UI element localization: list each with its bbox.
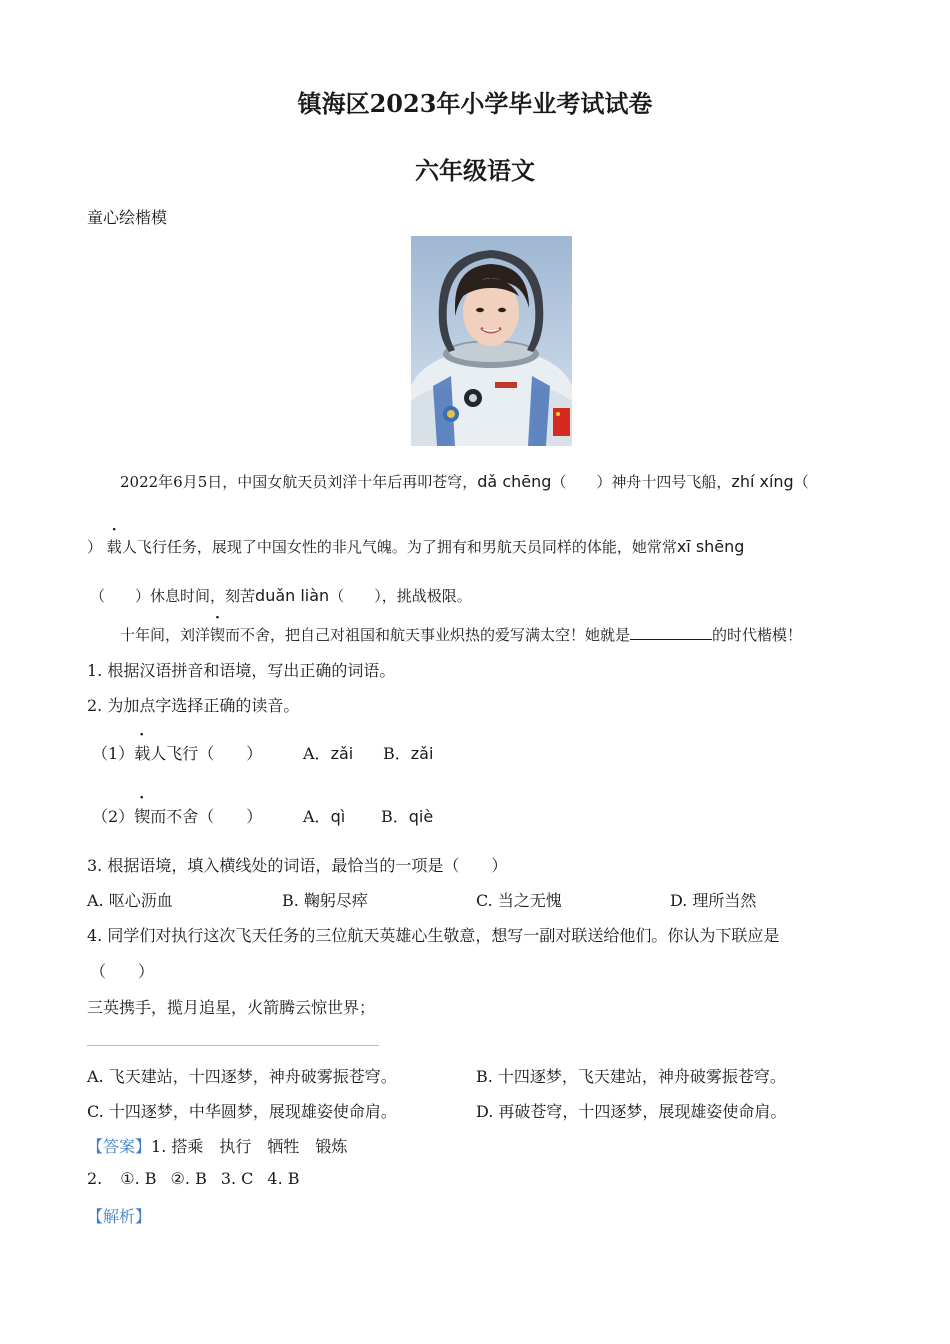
answer-blank-2-close: ） xyxy=(87,538,103,556)
option-label: B． xyxy=(381,807,409,826)
answer-line-1 xyxy=(87,1134,347,1157)
dotted-char-text: 载 xyxy=(134,744,151,763)
answer-blank-4: （ ） xyxy=(329,587,382,605)
item-word: 人飞行 xyxy=(150,744,199,763)
option-4-c[interactable]: C. 十四逐梦，中华圆梦，展现雄姿使命肩。 xyxy=(87,1102,397,1121)
answer-paren: （ ） xyxy=(198,807,263,826)
passage-line-2-text: 人飞行任务，展现了中国女性的非凡气魄。为了拥有和男航天员同样的体能，她常常 xyxy=(121,538,677,556)
passage-line-1 xyxy=(120,471,809,492)
option-3-d[interactable]: D. 理所当然 xyxy=(670,891,757,910)
pinyin-dacheng: dǎ chēng xyxy=(477,472,552,491)
passage-line-1-text: 2022年6月5日，中国女航天员刘洋十年后再叩苍穹， xyxy=(120,473,478,491)
answer-blank-2-open: （ xyxy=(793,473,809,491)
answer-blank-1: （ ） xyxy=(551,473,612,491)
dotted-char-zai-q xyxy=(134,727,151,764)
passage-line-3-text: 休息时间，刻苦 xyxy=(150,587,256,605)
answer-4: 4. B xyxy=(267,1169,300,1188)
emphasis-dot: · xyxy=(139,727,145,743)
option-2-1-b[interactable] xyxy=(383,741,433,764)
passage-line-4-pre: 十年间，刘洋 xyxy=(120,626,211,644)
couplet-answer-line[interactable] xyxy=(87,1045,379,1046)
analysis-tag: 【解析】 xyxy=(87,1207,152,1226)
section-title: 童心绘楷模 xyxy=(87,208,168,227)
option-2-2-b[interactable] xyxy=(381,804,433,827)
dotted-char-zai-text: 载 xyxy=(106,538,122,556)
passage-line-4-end: 的时代楷模！ xyxy=(712,626,803,644)
answer-2-2: ②. B xyxy=(170,1169,207,1188)
answer-tag: 【答案】 xyxy=(87,1137,152,1156)
astronaut-photo xyxy=(411,236,572,446)
emphasis-dot: · xyxy=(111,522,117,538)
answer-paren: （ ） xyxy=(198,744,263,763)
option-label: A． xyxy=(303,744,331,763)
passage-line-4 xyxy=(120,610,803,645)
option-pinyin: zǎi xyxy=(330,744,354,763)
option-2-1-a[interactable] xyxy=(303,741,353,764)
answer-line-2 xyxy=(87,1169,300,1188)
dotted-char-qie-q xyxy=(134,790,151,827)
question-2-item-2 xyxy=(92,790,263,827)
answer-blank-3: （ ） xyxy=(90,587,151,605)
option-4-d[interactable]: D. 再破苍穹，十四逐梦，展现雄姿使命肩。 xyxy=(476,1102,787,1121)
question-4-paren: （ ） xyxy=(90,962,155,981)
question-4: 4. 同学们对执行这次飞天任务的三位航天英雄心生敬意，想写一副对联送给他们。你认为下联应是 xyxy=(87,926,780,945)
exam-subtitle: 六年级语文 xyxy=(415,156,535,185)
option-3-b[interactable]: B. 鞠躬尽瘁 xyxy=(282,891,368,910)
answer-3: 3. C xyxy=(220,1169,254,1188)
dotted-char-text: 锲 xyxy=(134,807,151,826)
question-2-item-1 xyxy=(92,727,263,764)
passage-line-4-text: 而不舍，把自己对祖国和航天事业炽热的爱写满太空！她就是 xyxy=(225,626,631,644)
passage-line-3 xyxy=(90,585,472,606)
question-1: 1. 根据汉语拼音和语境，写出正确的词语。 xyxy=(87,661,396,680)
dotted-char-qie xyxy=(210,610,226,645)
passage-line-3-end: ，挑战极限。 xyxy=(381,587,472,605)
pinyin-xisheng: xī shēng xyxy=(676,537,745,556)
astronaut-illustration xyxy=(411,236,572,446)
fill-in-blank-line[interactable] xyxy=(630,625,712,640)
option-4-a[interactable]: A. 飞天建站，十四逐梦，神舟破雾振苍穹。 xyxy=(87,1067,397,1086)
answer-num: 2. xyxy=(87,1169,103,1188)
pinyin-duanlian: duǎn liàn xyxy=(255,586,330,605)
pinyin-zhixing: zhí xíng xyxy=(731,472,794,491)
item-word: 而不舍 xyxy=(150,807,199,826)
passage-line-2 xyxy=(87,522,745,557)
question-3: 3. 根据语境，填入横线处的词语，最恰当的一项是（ ） xyxy=(87,856,508,875)
option-2-2-a[interactable] xyxy=(303,804,345,827)
option-3-a[interactable]: A. 呕心沥血 xyxy=(87,891,173,910)
emphasis-dot: · xyxy=(139,790,145,806)
option-pinyin: zǎi xyxy=(410,744,434,763)
dotted-char-qie-text: 锲 xyxy=(210,626,226,644)
item-label: （1） xyxy=(92,744,135,763)
option-label: B． xyxy=(383,744,411,763)
answer-text-1: 1. 搭乘 执行 牺牲 锻炼 xyxy=(151,1137,348,1156)
answer-2-1: ①. B xyxy=(120,1169,157,1188)
emphasis-dot: · xyxy=(215,610,220,626)
exam-title: 镇海区2023年小学毕业考试试卷 xyxy=(297,89,653,118)
question-2: 2. 为加点字选择正确的读音。 xyxy=(87,696,300,715)
item-label: （2） xyxy=(92,807,135,826)
option-pinyin: qì xyxy=(330,807,346,826)
dotted-char-zai xyxy=(106,522,122,557)
couplet-first-line: 三英携手，揽月追星，火箭腾云惊世界； xyxy=(87,998,376,1017)
passage-line-1-mid: 神舟十四号飞船， xyxy=(611,473,732,491)
option-label: A． xyxy=(303,807,331,826)
option-pinyin: qiè xyxy=(408,807,434,826)
option-3-c[interactable]: C. 当之无愧 xyxy=(476,891,562,910)
option-4-b[interactable]: B. 十四逐梦，飞天建站，神舟破雾振苍穹。 xyxy=(476,1067,786,1086)
